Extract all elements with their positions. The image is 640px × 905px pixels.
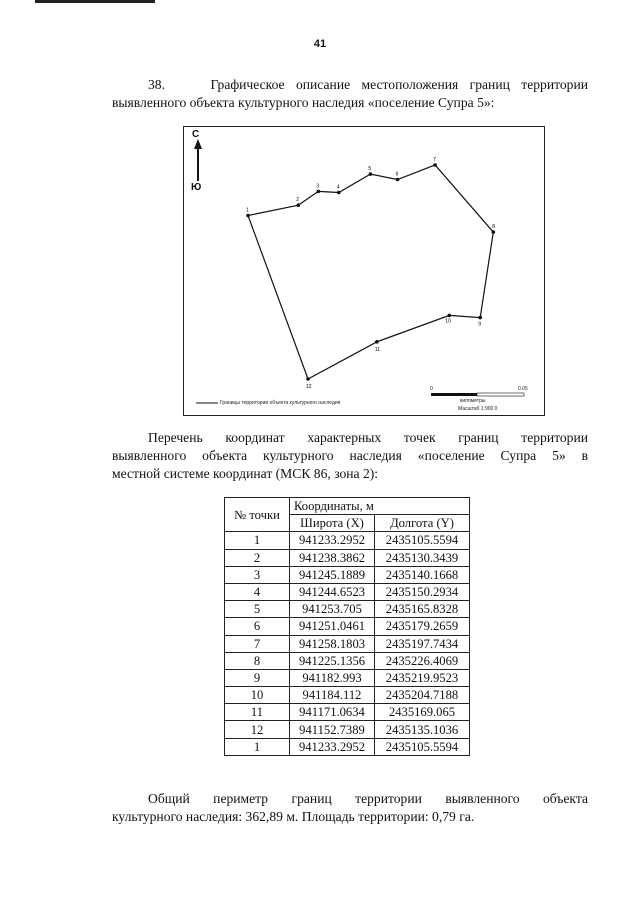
heading-line-2: выявленного объекта культурного наследия «поселение Супра 5»: (112, 95, 495, 110)
point-number-cell: 12 (225, 721, 290, 738)
intro-line-1: Перечень координат характерных точек границ территории (148, 430, 588, 445)
boundary-polygon (248, 165, 496, 379)
boundary-point-marker (396, 178, 400, 182)
section-38-heading (112, 76, 588, 112)
latitude-cell: 941253.705 (290, 601, 375, 618)
longitude-cell: 2435150.2934 (375, 583, 470, 600)
boundary-point-label: 6 (395, 171, 399, 178)
table-row (225, 738, 470, 755)
table-header-row (225, 498, 470, 515)
point-number-cell: 2 (225, 549, 290, 566)
summary-paragraph (112, 790, 588, 826)
scale-bar-segment (477, 393, 524, 396)
compass-north-label: С (192, 129, 200, 140)
table-row (225, 601, 470, 618)
header-longitude: Долгота (Y) (375, 515, 470, 532)
latitude-cell: 941251.0461 (290, 618, 375, 635)
boundary-map-drawing (184, 127, 544, 415)
boundary-point-label: 5 (368, 166, 372, 173)
table-row (225, 532, 470, 549)
boundary-point-label: 4 (336, 184, 340, 191)
header-coordinates: Координаты, м (290, 498, 470, 515)
boundary-point-marker (448, 314, 452, 318)
latitude-cell: 941258.1803 (290, 635, 375, 652)
latitude-cell: 941152.7389 (290, 721, 375, 738)
summary-line-1: Общий периметр границ территории выявленного объекта (148, 791, 588, 806)
table-row (225, 583, 470, 600)
table-row (225, 704, 470, 721)
coordinates-table (224, 497, 470, 756)
table-row (225, 721, 470, 738)
scale-end-label: 0.05 (518, 386, 528, 392)
latitude-cell: 941245.1889 (290, 566, 375, 583)
page-number: 41 (313, 38, 327, 50)
boundary-point-label: 1 (246, 207, 249, 214)
scale-ratio-label: Масштаб 1:900.0 (458, 406, 498, 412)
point-number-cell: 3 (225, 566, 290, 583)
boundary-point-marker (297, 203, 301, 207)
latitude-cell: 941182.993 (290, 669, 375, 686)
latitude-cell: 941238.3862 (290, 549, 375, 566)
point-number-cell: 10 (225, 687, 290, 704)
longitude-cell: 2435140.1668 (375, 566, 470, 583)
intro-line-3: местной системе координат (МСК 86, зона 2): (112, 466, 379, 481)
boundary-point-label: 7 (433, 157, 436, 163)
summary-line-2: культурного наследия: 362,89 м. Площадь территории: 0,79 га. (112, 809, 475, 824)
boundary-point-marker (337, 191, 341, 195)
compass-arrowhead-icon (194, 139, 202, 149)
header-point-number: № точки (225, 498, 290, 532)
boundary-point-label: 3 (316, 183, 320, 190)
longitude-cell: 2435226.4069 (375, 652, 470, 669)
point-number-cell: 5 (225, 601, 290, 618)
scale-unit-label: километры (460, 398, 486, 404)
point-number-cell: 6 (225, 618, 290, 635)
boundary-point-marker (433, 163, 437, 167)
longitude-cell: 2435197.7434 (375, 635, 470, 652)
latitude-cell: 941184.112 (290, 687, 375, 704)
boundary-point-marker (492, 230, 496, 234)
longitude-cell: 2435169.065 (375, 704, 470, 721)
latitude-cell: 941225.1356 (290, 652, 375, 669)
scale-start-label: 0 (430, 386, 433, 392)
boundary-map (183, 126, 545, 416)
table-row (225, 669, 470, 686)
table-row (225, 635, 470, 652)
boundary-point-label: 10 (445, 318, 451, 325)
point-number-cell: 11 (225, 704, 290, 721)
boundary-point-marker (317, 190, 321, 194)
table-row (225, 566, 470, 583)
longitude-cell: 2435105.5594 (375, 532, 470, 549)
longitude-cell: 2435105.5594 (375, 738, 470, 755)
boundary-point-marker (478, 316, 482, 320)
table-row (225, 549, 470, 566)
point-number-cell: 7 (225, 635, 290, 652)
boundary-point-marker (369, 172, 373, 176)
compass-south-label: Ю (191, 182, 202, 193)
boundary-point-marker (375, 340, 379, 344)
boundary-point-marker (306, 377, 310, 381)
boundary-point-label: 12 (306, 384, 312, 390)
longitude-cell: 2435204.7188 (375, 687, 470, 704)
latitude-cell: 941233.2952 (290, 738, 375, 755)
table-row (225, 652, 470, 669)
top-border-line (35, 0, 155, 3)
table-row (225, 618, 470, 635)
boundary-point-marker (246, 214, 250, 218)
heading-line-1: 38. Графическое описание местоположения границ территории (148, 77, 588, 92)
longitude-cell: 2435165.8328 (375, 601, 470, 618)
table-row (225, 687, 470, 704)
latitude-cell: 941171.0634 (290, 704, 375, 721)
longitude-cell: 2435135.1036 (375, 721, 470, 738)
intro-line-2: выявленного объекта культурного наследия «поселение Супра 5» в (112, 448, 588, 463)
point-number-cell: 4 (225, 583, 290, 600)
point-number-cell: 1 (225, 532, 290, 549)
longitude-cell: 2435130.3439 (375, 549, 470, 566)
boundary-point-label: 2 (296, 197, 300, 204)
boundary-point-label: 8 (492, 224, 496, 231)
boundary-point-label: 9 (478, 321, 481, 328)
boundary-point-label: 11 (374, 346, 381, 353)
header-latitude: Широта (X) (290, 515, 375, 532)
longitude-cell: 2435219.9523 (375, 669, 470, 686)
latitude-cell: 941244.6523 (290, 583, 375, 600)
coordinates-intro (112, 429, 588, 483)
point-number-cell: 1 (225, 738, 290, 755)
longitude-cell: 2435179.2659 (375, 618, 470, 635)
legend-label: Границы территории объекта культурного наследия (220, 400, 341, 406)
latitude-cell: 941233.2952 (290, 532, 375, 549)
point-number-cell: 8 (225, 652, 290, 669)
point-number-cell: 9 (225, 669, 290, 686)
